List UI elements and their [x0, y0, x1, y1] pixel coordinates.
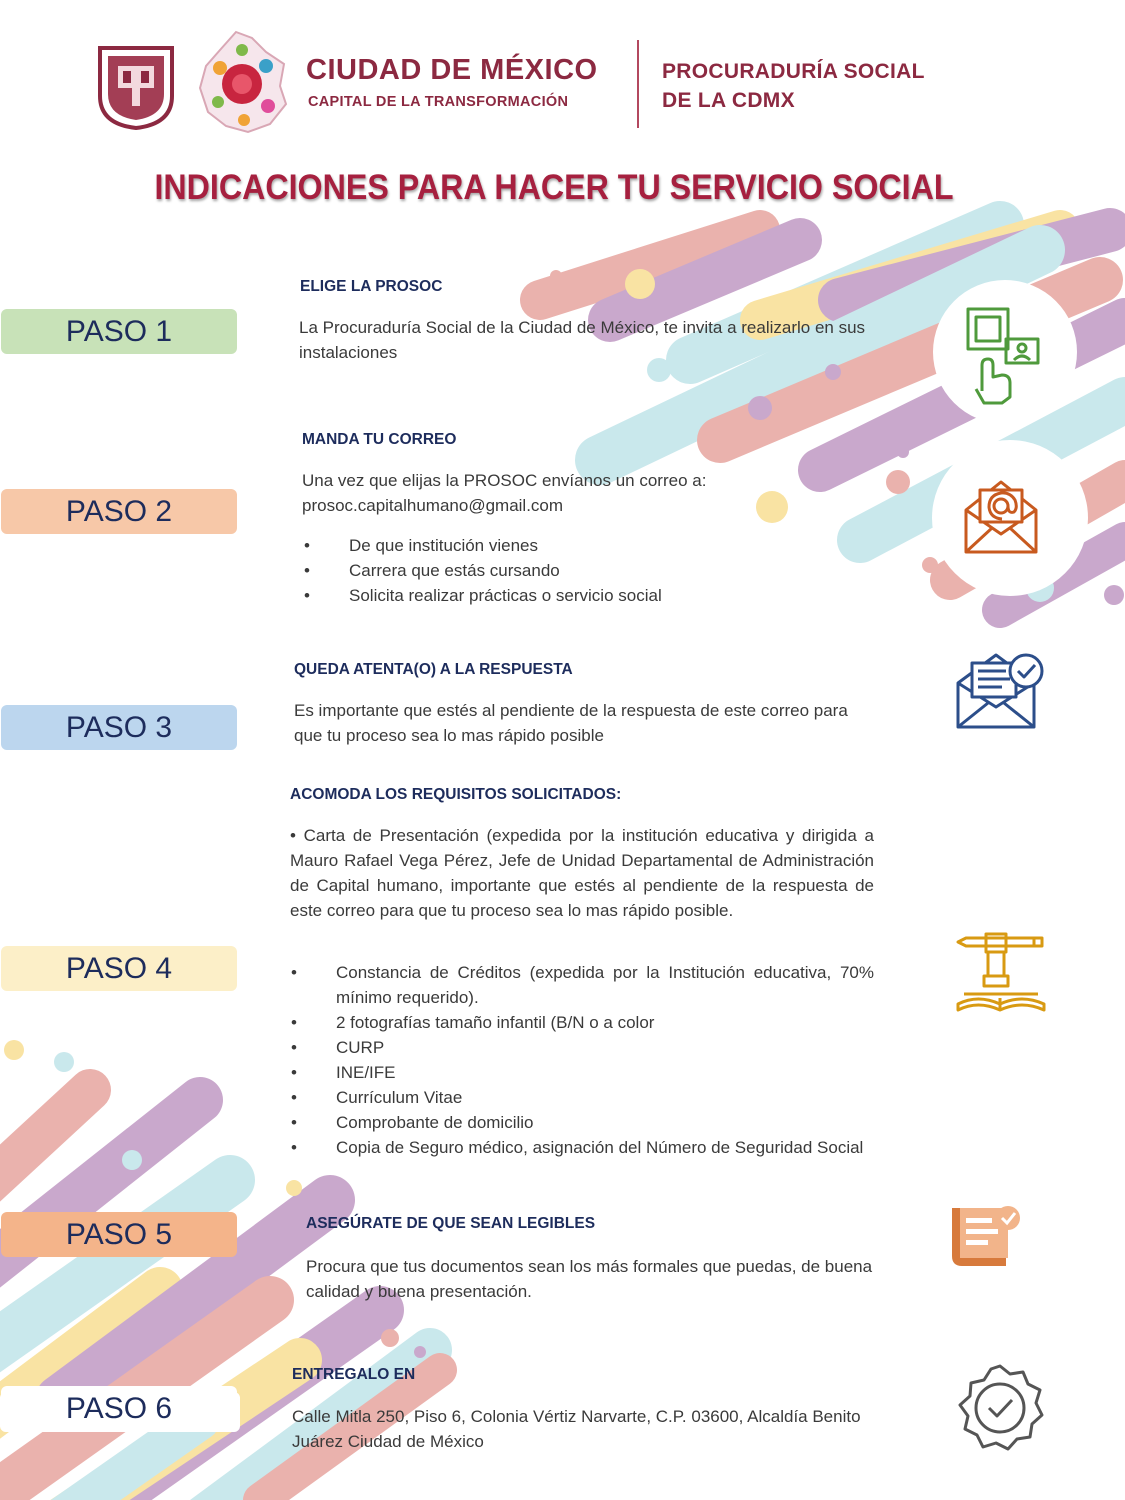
step-4-bullet-list: [289, 960, 874, 1160]
step-4-text: • Carta de Presentación (expedida por la institución educativa y dirigida a Mauro Rafael Vega Pérez, Jefe de Unidad Departamental de Administración de Capital humano, importante que estés al pendiente de la respuesta de este correo para que tu proceso sea lo mas rápido posible.: [290, 826, 874, 920]
list-item: • Copia de Seguro médico, asignación del Número de Seguridad Social: [289, 1135, 874, 1160]
step-3-badge: PASO 3: [1, 705, 237, 750]
step-5-badge: PASO 5: [1, 1212, 237, 1257]
list-item: • Solicita realizar prácticas o servicio social: [302, 583, 862, 608]
step-1-text: La Procuraduría Social de la Ciudad de México, te invita a realizarlo en sus instalaciones: [299, 318, 866, 362]
step-1-heading: ELIGE LA PROSOC: [300, 278, 443, 295]
header-divider: [637, 40, 639, 128]
mail-check-icon: [954, 649, 1048, 731]
list-item: • Constancia de Créditos (expedida por la Institución educativa, 70% mínimo requerido).: [289, 960, 874, 1010]
approval-badge-icon: [954, 1362, 1046, 1454]
step-4-badge: PASO 4: [1, 946, 237, 991]
list-item: • 2 fotografías tamaño infantil (B/N o a color: [289, 1010, 874, 1035]
step-3-text: Es importante que estés al pendiente de la respuesta de este correo para que tu proceso sea lo mas rápido posible: [294, 701, 848, 745]
brand-subtitle: CAPITAL DE LA TRANSFORMACIÓN: [308, 94, 569, 110]
office-name-line1: PROCURADURÍA SOCIAL: [662, 60, 925, 83]
step-2-text: Una vez que elijas la PROSOC envíanos un correo a: prosoc.capitalhumano@gmail.com: [302, 471, 707, 515]
list-item: • Currículum Vitae: [289, 1085, 874, 1110]
cdmx-seal-icon: [96, 44, 176, 130]
document-check-icon: [946, 1202, 1026, 1272]
hand-pencil-book-icon: [954, 930, 1048, 1012]
step-1-badge: PASO 1: [1, 309, 237, 354]
step-5-text: Procura que tus documentos sean los más formales que puedas, de buena calidad y buena presentación.: [306, 1257, 873, 1301]
step-5-heading: ASEGÚRATE DE QUE SEAN LEGIBLES: [306, 1215, 596, 1232]
step-3-heading: QUEDA ATENTA(O) A LA RESPUESTA: [294, 661, 573, 678]
cdmx-flower-map-icon: [196, 28, 290, 136]
office-name-line2: DE LA CDMX: [662, 89, 795, 112]
step-2-badge: PASO 2: [1, 489, 237, 534]
list-item: • Carrera que estás cursando: [302, 558, 862, 583]
list-item: • INE/IFE: [289, 1060, 874, 1085]
list-item: • Comprobante de domicilio: [289, 1110, 874, 1135]
step-4-heading: ACOMODA LOS REQUISITOS SOLICITADOS:: [290, 786, 622, 803]
email-icon: [962, 476, 1040, 556]
touch-screen-icon: [962, 305, 1044, 405]
list-item: • CURP: [289, 1035, 874, 1060]
step-6-badge: PASO 6: [1, 1386, 237, 1431]
list-item: • De que institución vienes: [302, 533, 862, 558]
step-2-heading: MANDA TU CORREO: [302, 431, 457, 448]
step-6-text: Calle Mitla 250, Piso 6, Colonia Vértiz Narvarte, C.P. 03600, Alcaldía Benito Juárez Ciudad de México: [292, 1407, 861, 1451]
brand-title: CIUDAD DE MÉXICO: [306, 54, 598, 86]
step-6-heading: ENTREGALO EN: [292, 1366, 416, 1383]
page-title: INDICACIONES PARA HACER TU SERVICIO SOCIAL: [154, 168, 954, 207]
step-2-bullet-list: [302, 533, 862, 608]
